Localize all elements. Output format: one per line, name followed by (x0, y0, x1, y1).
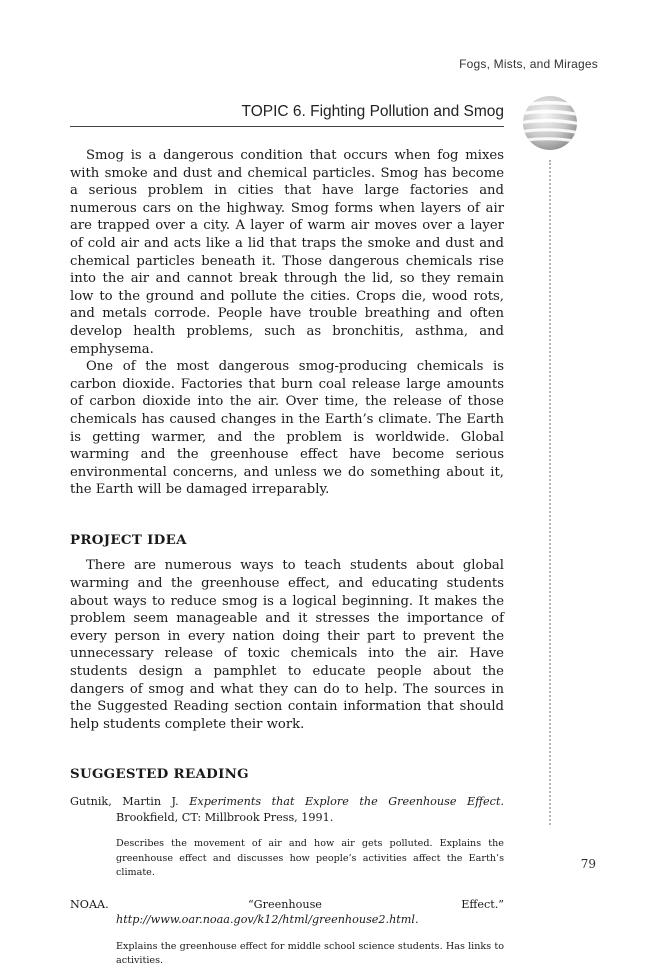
reading-entry-1-title: Experiments that Explore the Greenhouse Effect. (189, 795, 504, 808)
dotted-margin-rule (549, 160, 551, 825)
page-number: 79 (580, 857, 596, 871)
body-paragraph-1: Smog is a dangerous condition that occurs when fog mixes with smoke and dust and chemical particles. Smog has become a serious problem in cities that have large factories and numerous cars on the highway. Smog forms when layers of air are trapped over a city. A layer of warm air moves over a layer of cold air and acts like a lid that traps the smoke and dust and chemical particles beneath it. Those dangerous chemicals rise into the air and cannot break through the lid, so they remain low to the ground and pollute the cities. Crops die, wood rots, and metals corrode. People have trouble breathing and often develop health problems, such as bronchitis, asthma, and emphysema. (70, 148, 504, 357)
reading-entry-2-author: NOAA. “Greenhouse Effect.” (70, 897, 504, 911)
reading-entry-2-url: http://www.oar.noaa.gov/k12/html/greenhouse2.html. (116, 913, 419, 926)
striped-globe-icon (522, 95, 578, 151)
project-idea-text: There are numerous ways to teach students about global warming and the greenhouse effect, and educating students about ways to reduce smog is a logical beginning. It makes the problem seem manageable and it stresses the importance of every person in every nation doing their part to prevent the unnecessary release of toxic chemicals into the air. Have students design a pamphlet to educate people about the dangers of smog and what they can do to help. The sources in the Suggested Reading section contain information that should help students complete their work. (70, 558, 504, 732)
reading-entry-2-annotation: Explains the greenhouse effect for middle school science students. Has links to activities. (116, 940, 504, 966)
reading-entry-1-publication: Brookfield, CT: Millbrook Press, 1991. (116, 810, 334, 824)
reading-entry-1-annotation: Describes the movement of air and how air gets polluted. Explains the greenhouse effect and discusses how people’s activities affect the Earth’s climate. (116, 838, 504, 878)
topic-title: TOPIC 6. Fighting Pollution and Smog (70, 103, 504, 127)
project-idea-heading: PROJECT IDEA (70, 531, 187, 548)
body-paragraph-2: One of the most dangerous smog-producing chemicals is carbon dioxide. Factories that burn coal release large amounts of carbon dioxide into the air. Over time, the release of those chemicals has caused changes in the Earth’s climate. The Earth is getting warmer, and the problem is worldwide. Global warming and the greenhouse effect have become serious environmental concerns, and unless we do something about it, the Earth will be damaged irreparably. (70, 359, 504, 498)
reading-entry-2 (70, 897, 504, 928)
running-head: Fogs, Mists, and Mirages (459, 57, 598, 71)
page-content (70, 147, 504, 969)
suggested-reading-heading: SUGGESTED READING (70, 766, 249, 783)
reading-entry-1 (70, 794, 504, 825)
reading-entry-1-author: Gutnik, Martin J. (70, 795, 190, 808)
